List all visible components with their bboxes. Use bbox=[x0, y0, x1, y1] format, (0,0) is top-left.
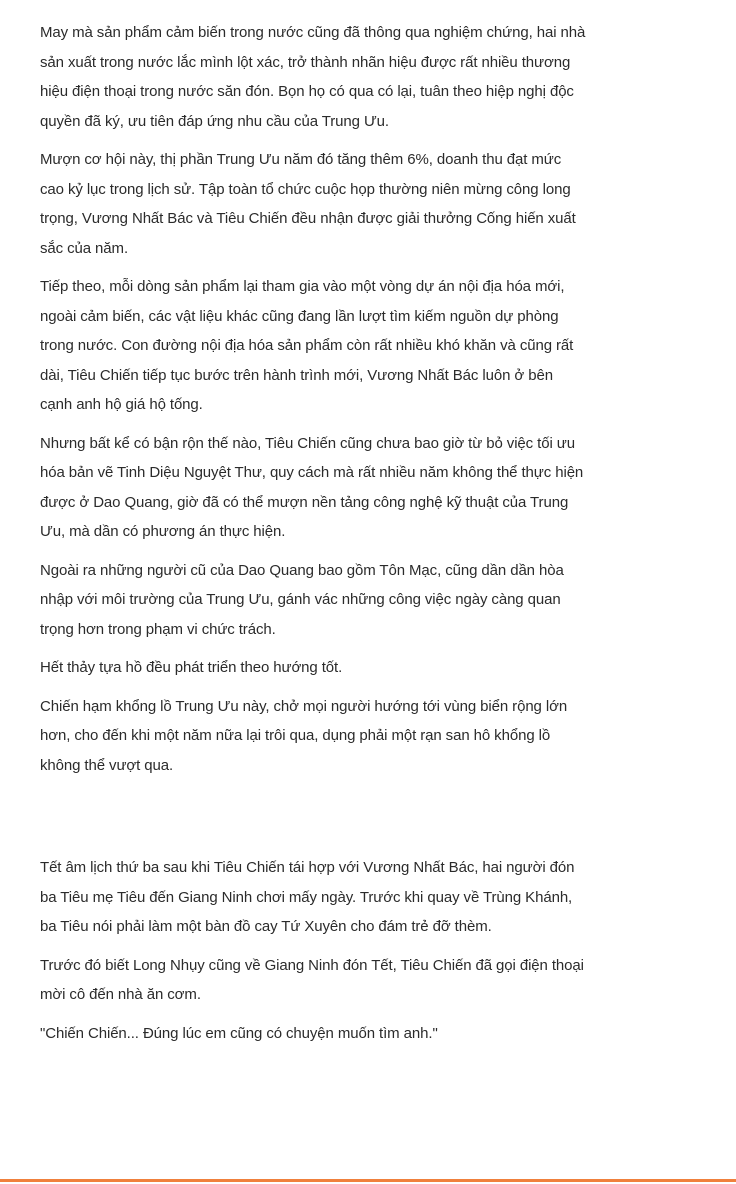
paragraph-2: Mượn cơ hội này, thị phần Trung Ưu năm đó tăng thêm 6%, doanh thu đạt mức cao kỷ lục trong lịch sử. Tập toàn tổ chức cuộc họp thường niên mừng công long trọng, Vương Nhất Bác và Tiêu Chiến đều nhận được giải thưởng Cống hiến xuất sắc của năm. bbox=[40, 151, 576, 257]
bottom-divider bbox=[0, 1179, 736, 1182]
paragraph-4: Nhưng bất kể có bận rộn thế nào, Tiêu Chiến cũng chưa bao giờ từ bỏ việc tối ưu hóa bản vẽ Tinh Diệu Nguyệt Thư, quy cách mà rất nhiều năm không thể thực hiện được ở Dao Quang, giờ đã có thể mượn nền tảng công nghệ kỹ thuật của Trung Ưu, mà dần có phương án thực hiện. bbox=[40, 434, 584, 540]
paragraph-6: Hết thảy tựa hồ đều phát triển theo hướng tốt. bbox=[40, 659, 343, 676]
paragraph-5: Ngoài ra những người cũ của Dao Quang bao gồm Tôn Mạc, cũng dần dần hòa nhập với môi trường của Trung Ưu, gánh vác những công việc ngày càng quan trọng hơn trong phạm vi chức trách. bbox=[40, 561, 564, 638]
paragraph-1: May mà sản phẩm cảm biến trong nước cũng đã thông qua nghiệm chứng, hai nhà sản xuất trong nước lắc mình lột xác, trở thành nhãn hiệu được rất nhiều thương hiệu điện thoại trong nước săn đón. Bọn họ có qua có lại, tuân theo hiệp nghị độc quyền đã ký, ưu tiên đáp ứng nhu cầu của Trung Ưu. bbox=[40, 24, 586, 130]
paragraph-8: Tết âm lịch thứ ba sau khi Tiêu Chiến tái hợp với Vương Nhất Bác, hai người đón ba Tiêu mẹ Tiêu đến Giang Ninh chơi mấy ngày. Trước khi quay về Trùng Khánh, ba Tiêu nói phải làm một bàn đồ cay Tứ Xuyên cho đám trẻ đỡ thèm. bbox=[40, 859, 575, 935]
article-body bbox=[40, 18, 588, 1057]
paragraph-3: Tiếp theo, mỗi dòng sản phẩm lại tham gia vào một vòng dự án nội địa hóa mới, ngoài cảm biến, các vật liệu khác cũng đang lần lượt tìm kiếm nguồn dự phòng trong nước. Con đường nội địa hóa sản phẩm còn rất nhiều khó khăn và cũng rất dài, Tiêu Chiến tiếp tục bước trên hành trình mới, Vương Nhất Bác luôn ở bên cạnh anh hộ giá hộ tống. bbox=[40, 278, 574, 413]
paragraph-9: Trước đó biết Long Nhụy cũng về Giang Ninh đón Tết, Tiêu Chiến đã gọi điện thoại mời cô đến nhà ăn cơm. bbox=[40, 956, 584, 1003]
paragraph-7: Chiến hạm khổng lồ Trung Ưu này, chở mọi người hướng tới vùng biển rộng lớn hơn, cho đến khi một năm nữa lại trôi qua, dụng phải một rạn san hô khổng lồ không thể vượt qua. bbox=[40, 697, 568, 774]
paragraph-10: "Chiến Chiến... Đúng lúc em cũng có chuyện muốn tìm anh." bbox=[40, 1024, 438, 1042]
